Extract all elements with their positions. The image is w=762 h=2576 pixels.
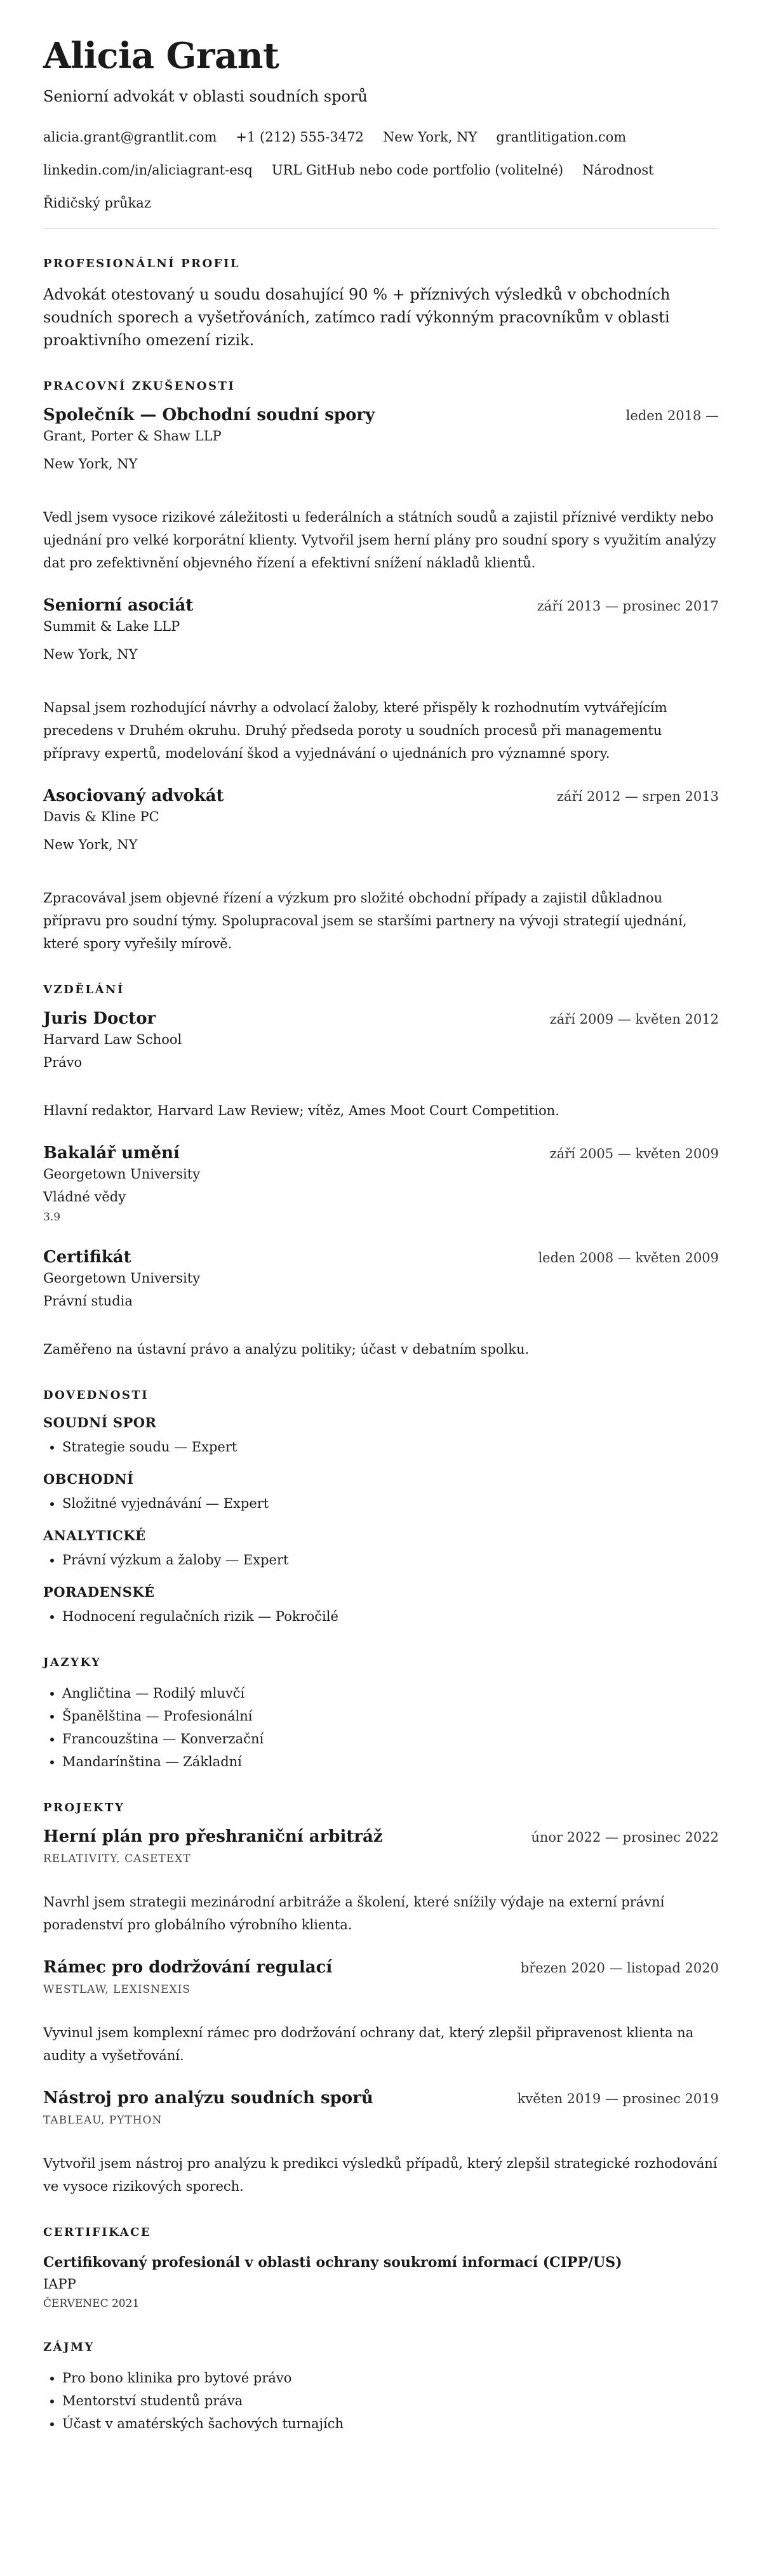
interest-list [43, 2367, 719, 2435]
project-title: Nástroj pro analýzu soudních sporů [43, 2088, 373, 2108]
certification-issuer: IAPP [43, 2276, 76, 2292]
job-description: Zpracovával jsem objevné řízení a výzkum pro složité obchodní případy a zajistil důkladnou přípravu pro soudní týmy. Spolupracoval jsem se staršími partnery na vývoji strategií ujednání, které spory vyřešily mírově. [43, 890, 687, 951]
job-location: New York, NY [43, 646, 138, 662]
education-description: Zaměřeno na ústavní právo a analýzu politiky; účast v debatním spolku. [43, 1341, 530, 1357]
skill-list [43, 1492, 719, 1515]
section-title-languages: JAZYKY [43, 1655, 102, 1669]
project-tech: RELATIVITY, CASETEXT [43, 1852, 191, 1865]
job-company: Grant, Porter & Shaw LLP [43, 428, 222, 444]
project-date: únor 2022 — prosinec 2022 [531, 1829, 719, 1845]
education-entry [43, 1009, 719, 1122]
experience-entry [43, 596, 719, 765]
certification-date: ČERVENEC 2021 [43, 2297, 140, 2310]
section-title-skills: DOVEDNOSTI [43, 1388, 149, 1402]
education-date: leden 2008 — květen 2009 [538, 1250, 719, 1265]
school-name: Harvard Law School [43, 1031, 182, 1047]
degree-title: Bakalář umění [43, 1143, 180, 1163]
skill-category: PORADENSKÉ [43, 1583, 155, 1600]
linkedin-link[interactable]: linkedin.com/in/aliciagrant-esq [43, 162, 253, 178]
candidate-headline: Seniorní advokát v oblasti soudních sporů [43, 87, 368, 105]
degree-title: Certifikát [43, 1247, 131, 1267]
location: New York, NY [382, 129, 478, 145]
project-tech: TABLEAU, PYTHON [43, 2113, 163, 2127]
project-entry [43, 1827, 719, 1936]
project-title: Herní plán pro přeshraniční arbitráž [43, 1826, 383, 1846]
education-date: září 2009 — květen 2012 [549, 1011, 719, 1027]
section-title-profile: PROFESIONÁLNÍ PROFIL [43, 256, 241, 270]
project-tech: WESTLAW, LEXISNEXIS [43, 1983, 190, 1996]
job-description: Napsal jsem rozhodující návrhy a odvolací žaloby, které přispěly k rozhodnutím vytvářejícím precedens v Druhém okruhu. Druhý předseda poroty u soudních procesů při managementu přípravy expertů, modelování škod a vyjednávání o ujednáních pro významné spory. [43, 699, 667, 761]
skill-category: ANALYTICKÉ [43, 1527, 146, 1543]
profile-summary: Advokát otestovaný u soudu dosahující 90 % + příznivých výsledků v obchodních soudních sporech a vyšetřováních, zatímco radí výkonným pracovníkům v oblasti proaktivního omezení rizik. [43, 285, 671, 349]
skill-list [43, 1436, 719, 1458]
job-company: Summit & Lake LLP [43, 618, 180, 634]
nationality: Národnost [582, 162, 654, 178]
job-location: New York, NY [43, 836, 138, 852]
job-date: září 2013 — prosinec 2017 [537, 598, 719, 614]
section-title-interests: ZÁJMY [43, 2340, 95, 2354]
project-date: květen 2019 — prosinec 2019 [517, 2091, 719, 2106]
field-of-study: Vládné vědy [43, 1189, 126, 1205]
field-of-study: Právní studia [43, 1293, 133, 1309]
email-link[interactable]: alicia.grant@grantlit.com [43, 129, 217, 145]
interest-item: • Mentorství studentů práva [62, 2389, 719, 2412]
job-description: Vedl jsem vysoce rizikové záležitosti u federálních a státních soudů a zajistil příznivé verdikty nebo ujednání pro velké korporátní klienty. Vytvořil jsem herní plány pro soudní spory s využitím analýzy dat pro zefektivnění objevného řízení a efektivní snížení nákladů klientů. [43, 509, 716, 571]
project-entry [43, 1958, 719, 2067]
contact-info [43, 121, 719, 220]
certification-title: Certifikovaný profesionál v oblasti ochrany soukromí informací (CIPP/US) [43, 2254, 622, 2271]
degree-title: Juris Doctor [43, 1008, 156, 1028]
education-description: Hlavní redaktor, Harvard Law Review; vítěz, Ames Moot Court Competition. [43, 1102, 559, 1118]
language-item: • Angličtina — Rodilý mluvčí [62, 1682, 719, 1705]
skill-item: • Složitné vyjednávání — Expert [62, 1492, 719, 1515]
skill-category: OBCHODNÍ [43, 1470, 134, 1487]
job-location: New York, NY [43, 456, 138, 472]
skill-list [43, 1605, 719, 1628]
skill-category: SOUDNÍ SPOR [43, 1414, 157, 1430]
phone-number: +1 (212) 555-3472 [236, 129, 364, 145]
github-link[interactable]: URL GitHub nebo code portfolio (volitelné) [271, 162, 564, 178]
job-date: září 2012 — srpen 2013 [556, 788, 719, 804]
education-entry [43, 1144, 719, 1226]
gpa: 3.9 [43, 1210, 61, 1224]
education-entry [43, 1248, 719, 1361]
experience-entry [43, 786, 719, 955]
job-title: Seniorní asociát [43, 595, 194, 615]
school-name: Georgetown University [43, 1166, 201, 1182]
project-description: Navrhl jsem strategii mezinárodní arbitráže a školení, které snížily výdaje na externí právní poradenství pro globálního výrobního klienta. [43, 1894, 665, 1932]
skill-item: • Právní výzkum a žaloby — Expert [62, 1549, 719, 1571]
project-description: Vytvořil jsem nástroj pro analýzu k predikci výsledků případů, který zlepšil strategické rozhodování ve vysoce rizikových sporech. [43, 2155, 718, 2194]
school-name: Georgetown University [43, 1270, 201, 1286]
job-title: Asociovaný advokát [43, 786, 224, 805]
experience-entry [43, 406, 719, 574]
project-title: Rámec pro dodržování regulací [43, 1957, 333, 1977]
certification-entry [43, 2252, 719, 2313]
candidate-name: Alicia Grant [43, 35, 279, 77]
education-date: září 2005 — květen 2009 [549, 1146, 719, 1161]
interest-item: • Pro bono klinika pro bytové právo [62, 2367, 719, 2389]
language-item: • Mandarínština — Základní [62, 1750, 719, 1773]
section-title-experience: PRACOVNÍ ZKUŠENOSTI [43, 379, 236, 393]
drivers-license: Řidičský průkaz [43, 195, 151, 211]
field-of-study: Právo [43, 1054, 83, 1070]
job-title: Společník — Obchodní soudní spory [43, 405, 375, 425]
language-item: • Španělština — Profesionální [62, 1705, 719, 1727]
section-title-projects: PROJEKTY [43, 1800, 125, 1814]
language-item: • Francouzština — Konverzační [62, 1727, 719, 1750]
skill-item: • Strategie soudu — Expert [62, 1436, 719, 1458]
job-company: Davis & Kline PC [43, 809, 159, 824]
job-date: leden 2018 — [625, 407, 719, 423]
section-title-certifications: CERTIFIKACE [43, 2225, 152, 2239]
skill-list [43, 1549, 719, 1571]
skill-item: • Hodnocení regulačních rizik — Pokročilé [62, 1605, 719, 1628]
project-date: březen 2020 — listopad 2020 [520, 1960, 719, 1976]
header-divider [43, 228, 719, 229]
interest-item: • Účast v amatérských šachových turnajích [62, 2412, 719, 2435]
website-link[interactable]: grantlitigation.com [496, 129, 627, 145]
project-description: Vyvinul jsem komplexní rámec pro dodržování ochrany dat, který zlepšil připravenost klienta na audity a vyšetřování. [43, 2024, 694, 2063]
language-list [43, 1682, 719, 1773]
project-entry [43, 2089, 719, 2198]
section-title-education: VZDĚLÁNÍ [43, 982, 124, 996]
